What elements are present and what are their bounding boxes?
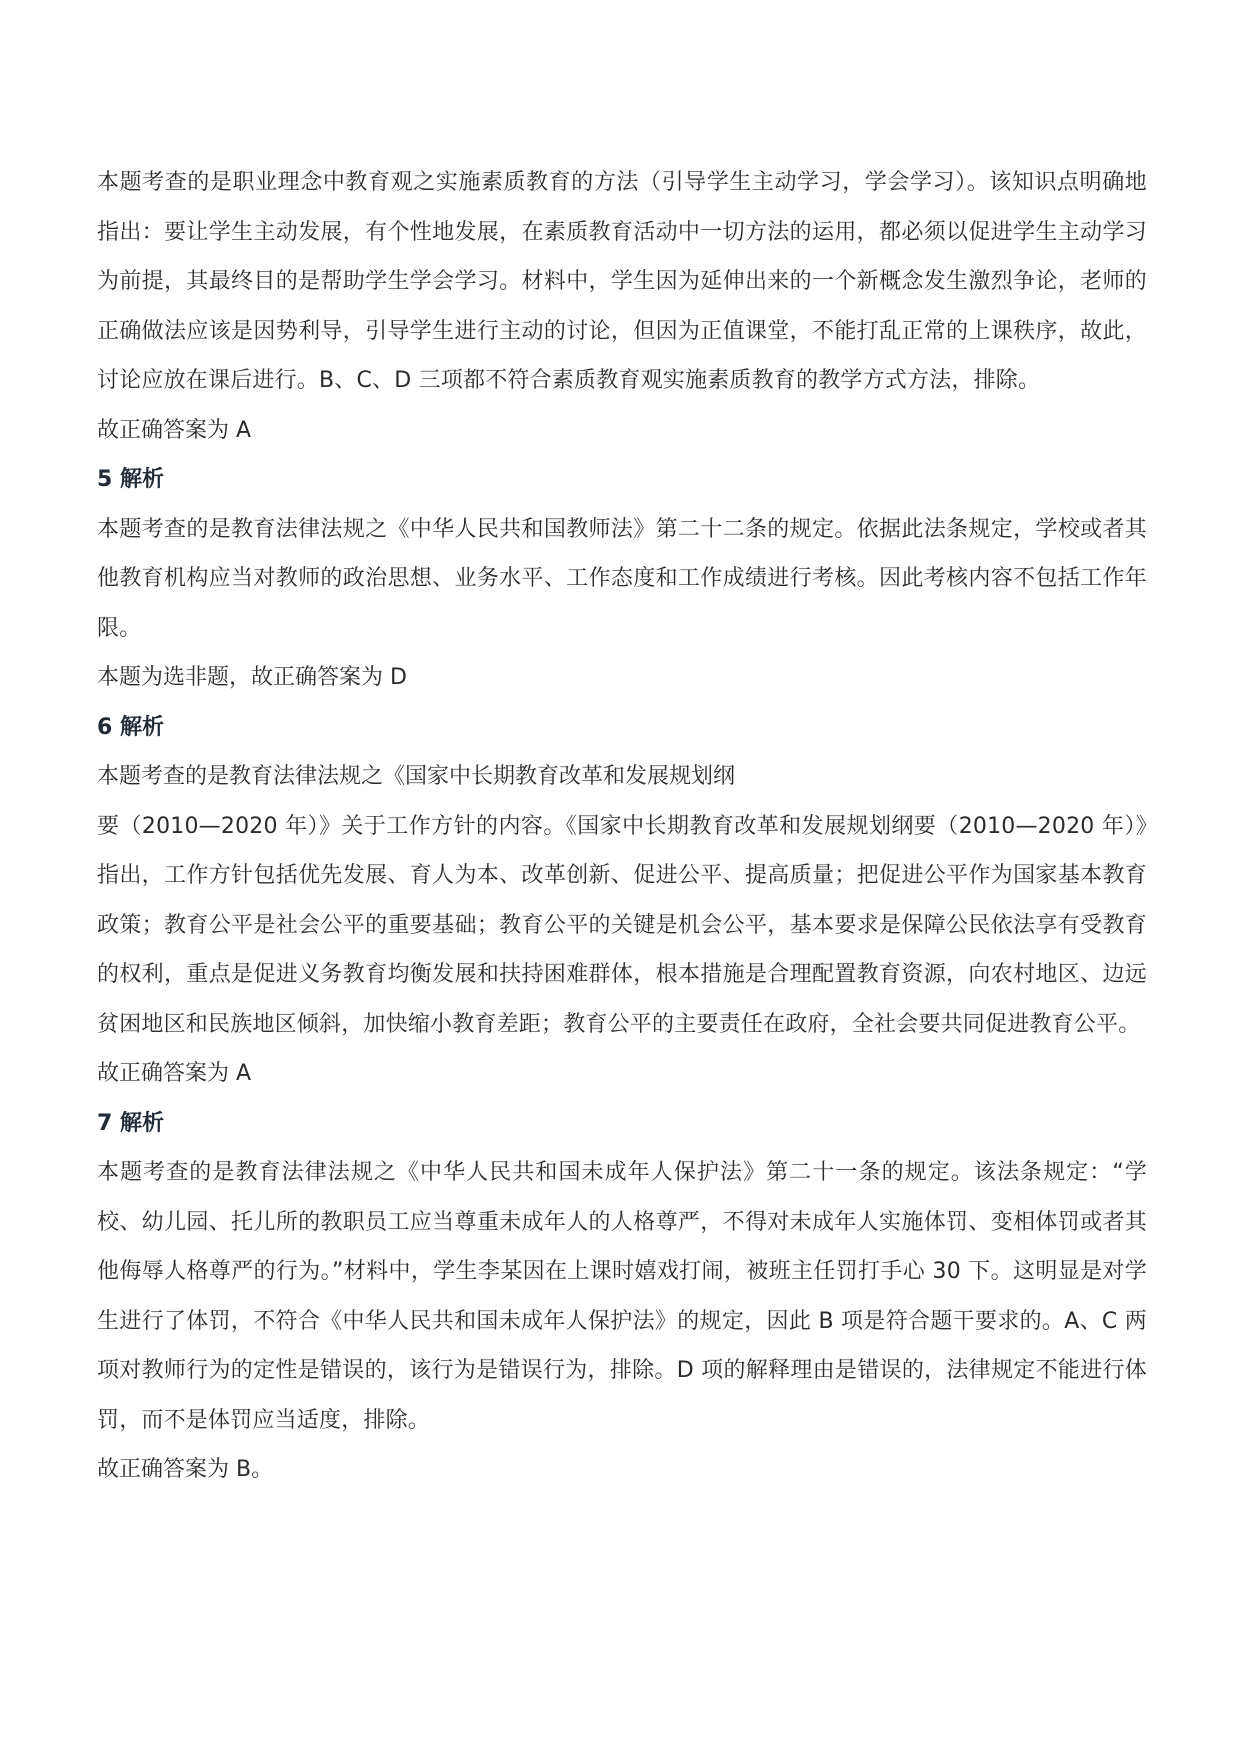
document-page: [97, 158, 1147, 1495]
section-heading-7: 7 解析: [97, 1110, 164, 1136]
answer-line-5: 本题为选非题，故正确答案为 D: [97, 665, 407, 690]
section-heading-5: 5 解析: [97, 467, 164, 492]
explanation-paragraph-4: 本题考查的是职业理念中教育观之实施素质教育的方法（引导学生主动学习，学会学习）。该知识点明确地指出：要让学生主动发展，有个性地发展，在素质教育活动中一切方法的运用，都必须以促进学生主动学习为前提，其最终目的是帮助学生学会学习。材料中，学生因为延伸出来的一个新概念发生激烈争论，老师的正确做法应该是因势利导，引导学生进行主动的讨论，但因为正值课堂，不能打乱正常的上课秩序，故此，讨论应放在课后进行。B、C、D 三项都不符合素质教育观实施素质教育的教学方式方法，排除。: [97, 170, 1147, 393]
answer-line-4: 故正确答案为 A: [97, 417, 252, 443]
explanation-paragraph-6: 要（2010—2020 年）》关于工作方针的内容。《国家中长期教育改革和发展规划纲要（2010—2020 年）》指出，工作方针包括优先发展、育人为本、改革创新、促进公平、提高质量；把促进公平作为国家基本教育政策；教育公平是社会公平的重要基础；教育公平的关键是机会公平，基本要求是保障公民依法享有受教育的权利，重点是促进义务教育均衡发展和扶持困难群体，根本措施是合理配置教育资源，向农村地区、边远贫困地区和民族地区倾斜，加快缩小教育差距；教育公平的主要责任在政府，全社会要共同促进教育公平。: [97, 813, 1147, 1037]
answer-line-6: 故正确答案为 A: [97, 1061, 252, 1086]
section-heading-6: 6 解析: [97, 714, 164, 740]
explanation-paragraph-5: 本题考查的是教育法律法规之《中华人民共和国教师法》第二十二条的规定。依据此法条规定，学校或者其他教育机构应当对教师的政治思想、业务水平、工作态度和工作成绩进行考核。因此考核内容不包括工作年限。: [97, 516, 1147, 641]
explanation-paragraph-6-first-line: 本题考查的是教育法律法规之《国家中长期教育改革和发展规划纲: [97, 764, 736, 789]
explanation-paragraph-7: 本题考查的是教育法律法规之《中华人民共和国未成年人保护法》第二十一条的规定。该法条规定：“学校、幼儿园、托儿所的教职员工应当尊重未成年人的人格尊严，不得对未成年人实施体罚、变相体罚或者其他侮辱人格尊严的行为。”材料中，学生李某因在上课时嬉戏打闹，被班主任罚打手心 30 下。这明显是对学生进行了体罚，不符合《中华人民共和国未成年人保护法》的规定，因此 B 项是符合题干要求的。A、C 两项对教师行为的定性是错误的，该行为是错误行为，排除。D 项的解释理由是错误的，法律规定不能进行体罚，而不是体罚应当适度，排除。: [97, 1160, 1147, 1433]
answer-line-7: 故正确答案为 B。: [97, 1457, 274, 1482]
